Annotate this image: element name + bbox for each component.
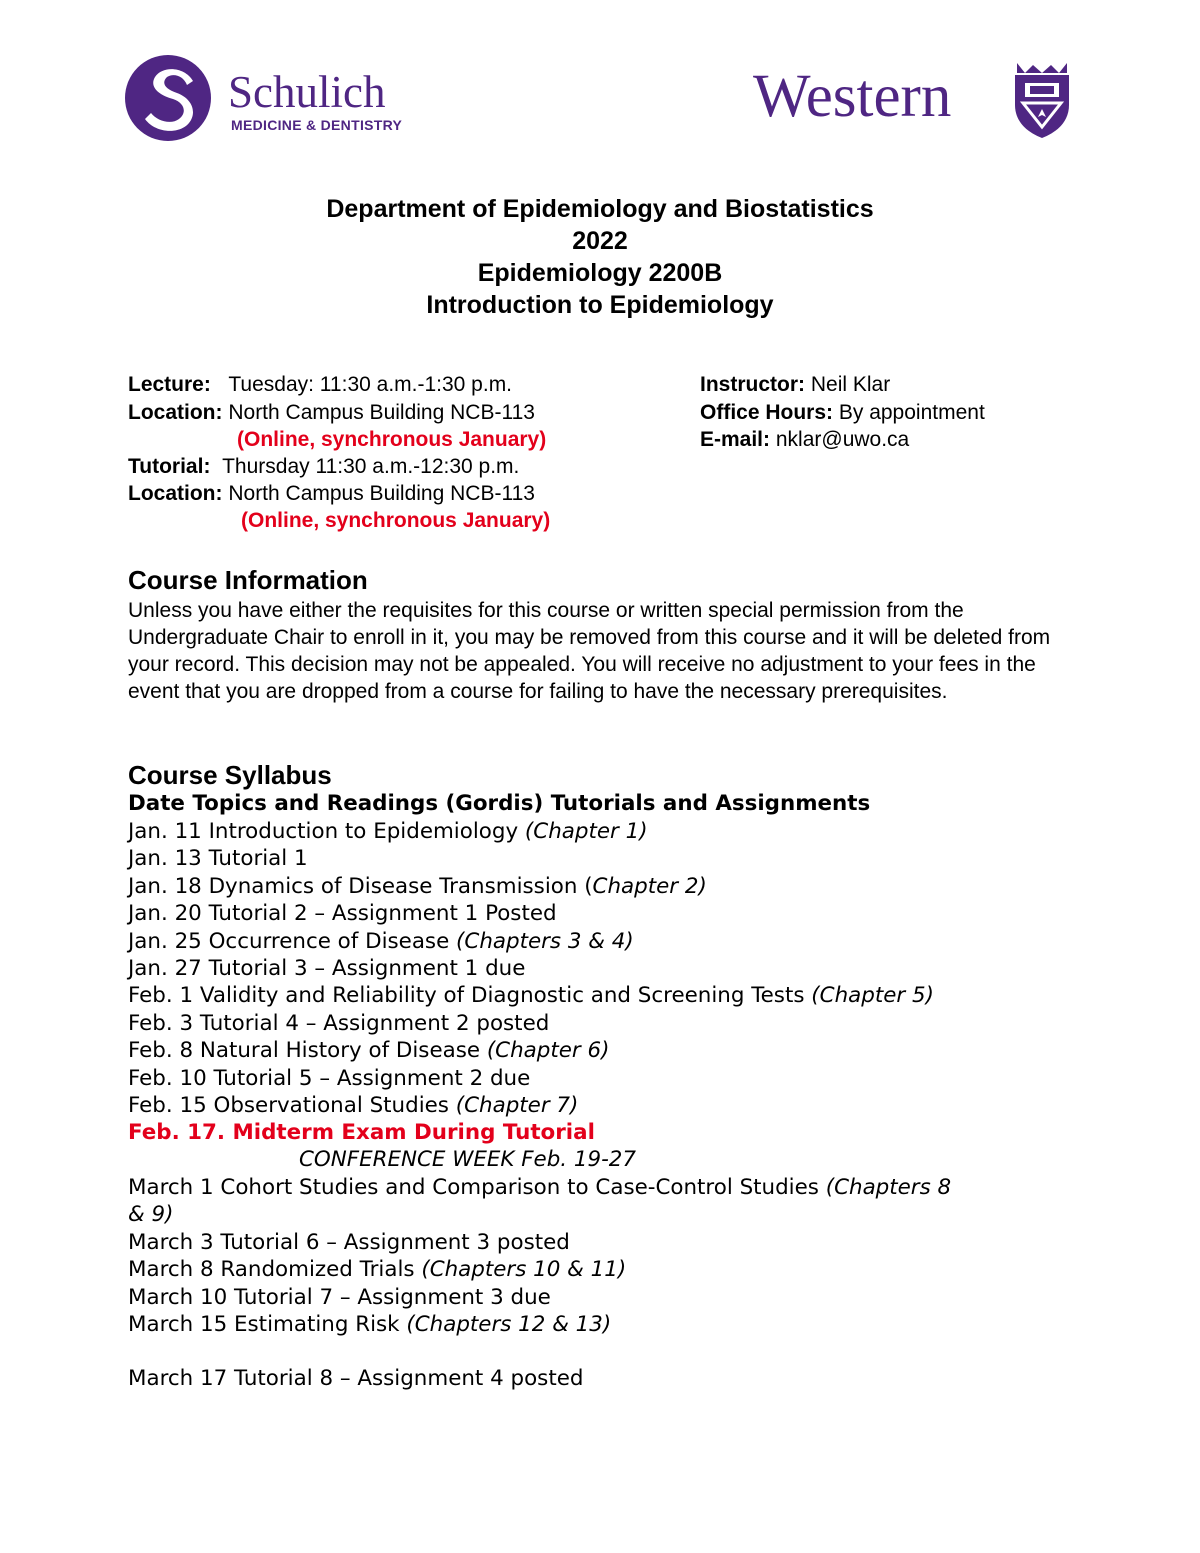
office-hours-line	[700, 399, 985, 426]
syllabus-row-chapter: (Chapters 8	[825, 1175, 952, 1200]
syllabus-row-text: March 10 Tutorial 7 – Assignment 3 due	[128, 1284, 551, 1310]
instructor-line	[700, 371, 890, 398]
syllabus-row-chapter: (Chapter 7)	[455, 1093, 579, 1118]
lecture-value: Tuesday: 11:30 a.m.-1:30 p.m.	[228, 373, 513, 396]
syllabus-columns: Date Topics and Readings (Gordis) Tutorials and Assignments	[128, 791, 871, 816]
syllabus-row-text: Jan. 13 Tutorial 1	[128, 846, 308, 872]
midterm-row: Feb. 17. Midterm Exam During Tutorial	[128, 1120, 595, 1145]
tutorial-label: Tutorial:	[128, 455, 211, 478]
syllabus-row-chapter: (Chapter 6)	[486, 1038, 610, 1064]
email-label: E-mail:	[700, 428, 771, 451]
syllabus-row	[128, 1010, 549, 1037]
syllabus-row	[128, 1174, 951, 1201]
syllabus-row-chapter: (Chapters 3 & 4)	[456, 928, 634, 954]
email-line	[700, 426, 909, 453]
office-hours-value: By appointment	[838, 401, 985, 424]
location-value-1: North Campus Building NCB-113	[228, 401, 535, 424]
syllabus-row-text: Jan. 11 Introduction to Epidemiology	[128, 819, 525, 844]
syllabus-row	[128, 818, 648, 845]
syllabus-row-text: March 1 Cohort Studies and Comparison to Case-Control Studies	[128, 1175, 826, 1200]
syllabus-row-text: Jan. 20 Tutorial 2 – Assignment 1 Posted	[128, 901, 557, 927]
email-value[interactable]: nklar@uwo.ca	[775, 428, 910, 451]
syllabus-heading: Course Syllabus	[128, 760, 332, 790]
syllabus-row	[128, 1201, 173, 1228]
department-title: Department of Epidemiology and Biostatistics	[326, 195, 874, 223]
syllabus-row-text: Feb. 8 Natural History of Disease	[128, 1038, 487, 1064]
online-note-2: (Online, synchronous January)	[241, 509, 551, 532]
online-note-1: (Online, synchronous January)	[237, 428, 547, 451]
schulich-wordmark: Schulich	[228, 67, 386, 117]
syllabus-row	[128, 1092, 578, 1119]
schulich-subtitle: MEDICINE & DENTISTRY	[231, 117, 403, 133]
syllabus-row	[128, 873, 707, 900]
syllabus-row-text: Jan. 27 Tutorial 3 – Assignment 1 due	[128, 956, 526, 981]
syllabus-row-chapter: Chapter 2)	[592, 873, 707, 899]
western-wordmark: Western	[753, 63, 952, 130]
instructor-value: Neil Klar	[810, 373, 891, 396]
syllabus-row-text: Jan. 18 Dynamics of Disease Transmission (	[128, 873, 593, 899]
syllabus-row	[128, 1256, 626, 1283]
instructor-label: Instructor:	[700, 373, 805, 396]
syllabus-row	[128, 1037, 609, 1064]
western-crest-icon	[1011, 61, 1073, 139]
course-info-text: Unless you have either the requisites for this course or written special permission from the Undergraduate Chair to enroll in it, you may be removed from this course and it will be deleted from your record. This decision may not be appealed. You will receive no adjustment to your fees in the event that you are dropped from a course for failing to have the necessary prerequisites.	[128, 599, 1051, 703]
year: 2022	[572, 227, 628, 255]
syllabus-row	[128, 845, 308, 872]
syllabus-row	[128, 982, 934, 1009]
course-code: Epidemiology 2200B	[477, 259, 723, 287]
syllabus-row-text: Feb. 10 Tutorial 5 – Assignment 2 due	[128, 1065, 531, 1091]
tutorial-line	[128, 453, 519, 480]
location-label-2: Location:	[128, 482, 223, 505]
syllabus-row	[128, 1284, 551, 1311]
office-hours-label: Office Hours:	[700, 401, 834, 424]
syllabus-row-chapter: (Chapter 5)	[811, 983, 934, 1009]
syllabus-row	[128, 955, 525, 982]
tutorial-value: Thursday 11:30 a.m.-12:30 p.m.	[222, 455, 520, 478]
syllabus-row-text: March 8 Randomized Trials	[128, 1257, 422, 1283]
syllabus-row-chapter: (Chapters 12 & 13)	[406, 1312, 612, 1337]
location-line-1	[128, 399, 535, 426]
syllabus-row-text: Jan. 25 Occurrence of Disease	[128, 928, 457, 954]
syllabus-row-chapter: (Chapters 10 & 11)	[421, 1257, 627, 1283]
location-value-2: North Campus Building NCB-113	[228, 482, 535, 505]
syllabus-row-text: Feb. 15 Observational Studies	[128, 1093, 456, 1118]
lecture-line	[128, 371, 512, 398]
last-syllabus-row: March 17 Tutorial 8 – Assignment 4 posted	[128, 1366, 584, 1391]
syllabus-row-text: Feb. 3 Tutorial 4 – Assignment 2 posted	[128, 1010, 550, 1036]
schulich-logo-mark	[123, 53, 215, 143]
syllabus-row-text: Feb. 1 Validity and Reliability of Diagnostic and Screening Tests	[128, 983, 812, 1009]
syllabus-row-text: March 3 Tutorial 6 – Assignment 3 posted	[128, 1229, 570, 1255]
syllabus-row	[128, 1065, 530, 1092]
conference-week-row: CONFERENCE WEEK Feb. 19-27	[299, 1147, 637, 1172]
location-label-1: Location:	[128, 401, 223, 424]
syllabus-row	[128, 1229, 570, 1256]
location-line-2	[128, 480, 535, 507]
syllabus-row	[128, 928, 634, 955]
syllabus-row	[128, 1311, 611, 1338]
syllabus-row-text: March 15 Estimating Risk	[128, 1312, 407, 1337]
syllabus-row	[128, 900, 557, 927]
course-title: Introduction to Epidemiology	[426, 291, 774, 319]
syllabus-row-chapter: & 9)	[128, 1202, 174, 1228]
course-info-heading: Course Information	[128, 565, 368, 595]
syllabus-row-chapter: (Chapter 1)	[524, 819, 648, 844]
lecture-label: Lecture:	[128, 373, 211, 396]
